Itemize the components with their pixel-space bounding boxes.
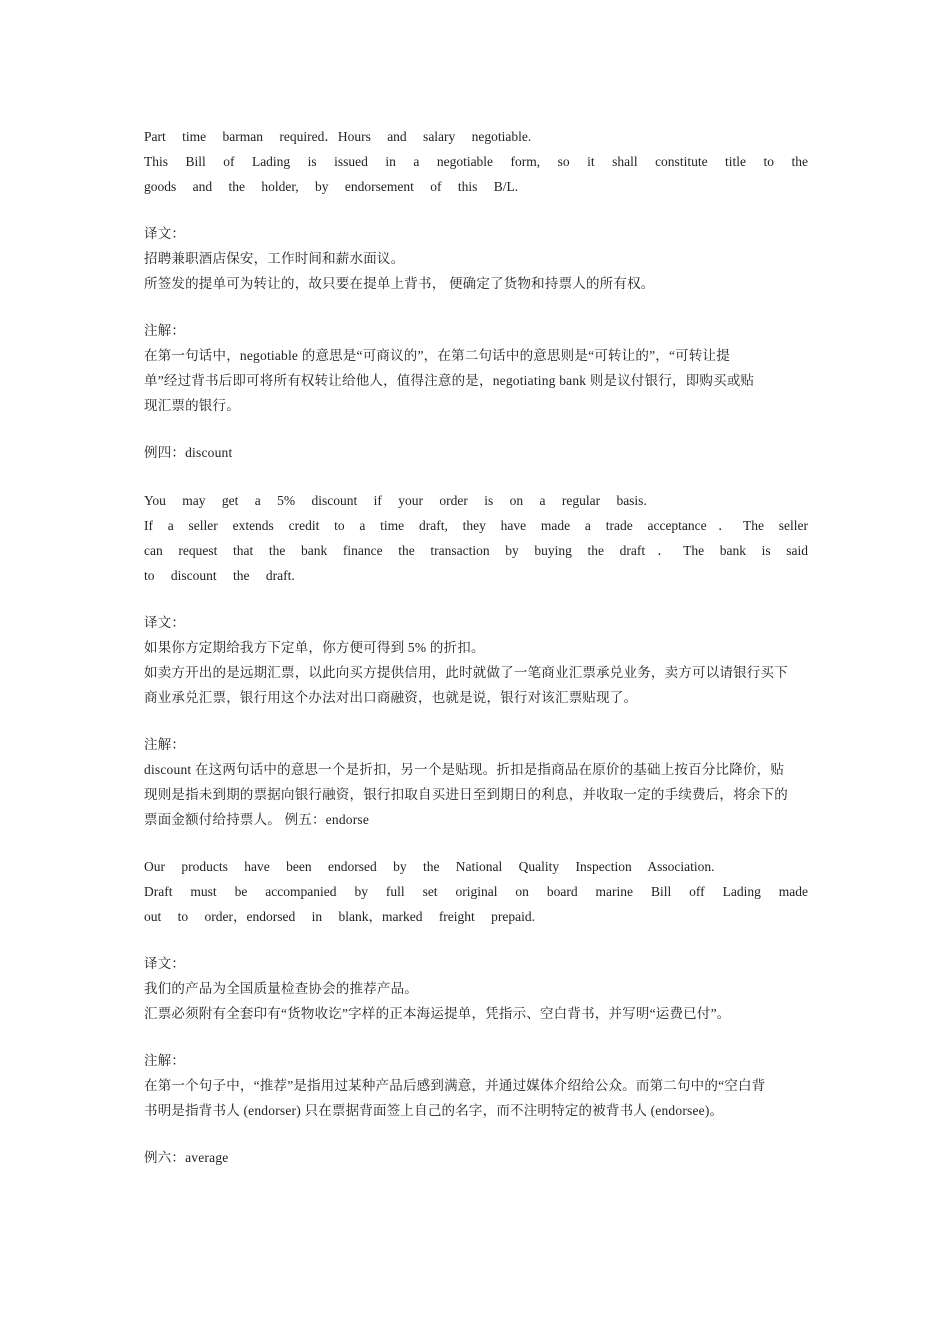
text-line: 票面金额付给持票人。 例五：endorse xyxy=(144,812,370,827)
text-line: out to order，endorsed in blank，marked freight prepaid. xyxy=(144,909,536,924)
text-line: You may get a 5% discount if your order is on a regular basis. xyxy=(144,493,647,508)
text-line: 如果你方定期给我方下定单，你方便可得到 5% 的折扣。 xyxy=(144,640,485,655)
text-line: 单”经过背书后即可将所有权转让给他人，值得注意的是，negotiating bank 则是议付银行，即购买或贴 xyxy=(144,373,755,388)
text-line: 现则是指未到期的票据向银行融资，银行扣取自买进日至到期日的利息，并收取一定的手续费后，将余下的 xyxy=(144,787,788,802)
text-line: 译文： xyxy=(144,615,186,630)
text-line: 译文： xyxy=(144,956,186,971)
text-line: 注解： xyxy=(144,323,186,338)
text-line: 在第一个句子中，“推荐”是指用过某种产品后感到满意，并通过媒体介绍给公众。而第二句中的“空白背 xyxy=(144,1078,766,1093)
text-line: Our products have been endorsed by the National Quality Inspection Association. xyxy=(144,859,715,874)
text-line: If a seller extends credit to a time draft, they have made a trade acceptance．The seller xyxy=(144,518,808,533)
text-line: can request that the bank finance the transaction by buying the draft．The bank is said xyxy=(144,543,808,558)
text-line: 注解： xyxy=(144,1053,186,1068)
text-line: 注解： xyxy=(144,737,186,752)
text-line: 在第一句话中，negotiable 的意思是“可商议的”，在第二句话中的意思则是“可转让的”，“可转让提 xyxy=(144,348,730,363)
text-line: 我们的产品为全国质量检查协会的推荐产品。 xyxy=(144,981,418,996)
section-heading: 例六：average xyxy=(144,1150,229,1165)
section-heading: 例四：discount xyxy=(144,445,233,460)
text-line: 译文： xyxy=(144,226,186,241)
text-line: Draft must be accompanied by full set original on board marine Bill off Lading made xyxy=(144,884,808,899)
text-line: goods and the holder, by endorsement of this B/L. xyxy=(144,179,519,194)
text-line: 商业承兑汇票，银行用这个办法对出口商融资，也就是说，银行对该汇票贴现了。 xyxy=(144,690,638,705)
text-line: to discount the draft. xyxy=(144,568,295,583)
text-line: 现汇票的银行。 xyxy=(144,398,240,413)
text-line: 所签发的提单可为转让的，故只要在提单上背书， 便确定了货物和持票人的所有权。 xyxy=(144,276,655,291)
text-line: 书明是指背书人 (endorser) 只在票据背面签上自己的名字，而不注明特定的被背书人 (endorsee)。 xyxy=(144,1103,724,1118)
text-line: 招聘兼职酒店保安，工作时间和薪水面议。 xyxy=(144,251,405,266)
text-line: This Bill of Lading is issued in a negotiable form, so it shall constitute title to the xyxy=(144,154,808,169)
text-line: discount 在这两句话中的意思一个是折扣，另一个是贴现。折扣是指商品在原价的基础上按百分比降价，贴 xyxy=(144,762,785,777)
text-line: 汇票必须附有全套印有“货物收讫”字样的正本海运提单，凭指示、空白背书，并写明“运费已付”。 xyxy=(144,1006,731,1021)
text-line: 如卖方开出的是远期汇票，以此向买方提供信用，此时就做了一笔商业汇票承兑业务，卖方可以请银行买下 xyxy=(144,665,788,680)
text-line: Part time barman required．Hours and salary negotiable. xyxy=(144,129,532,144)
